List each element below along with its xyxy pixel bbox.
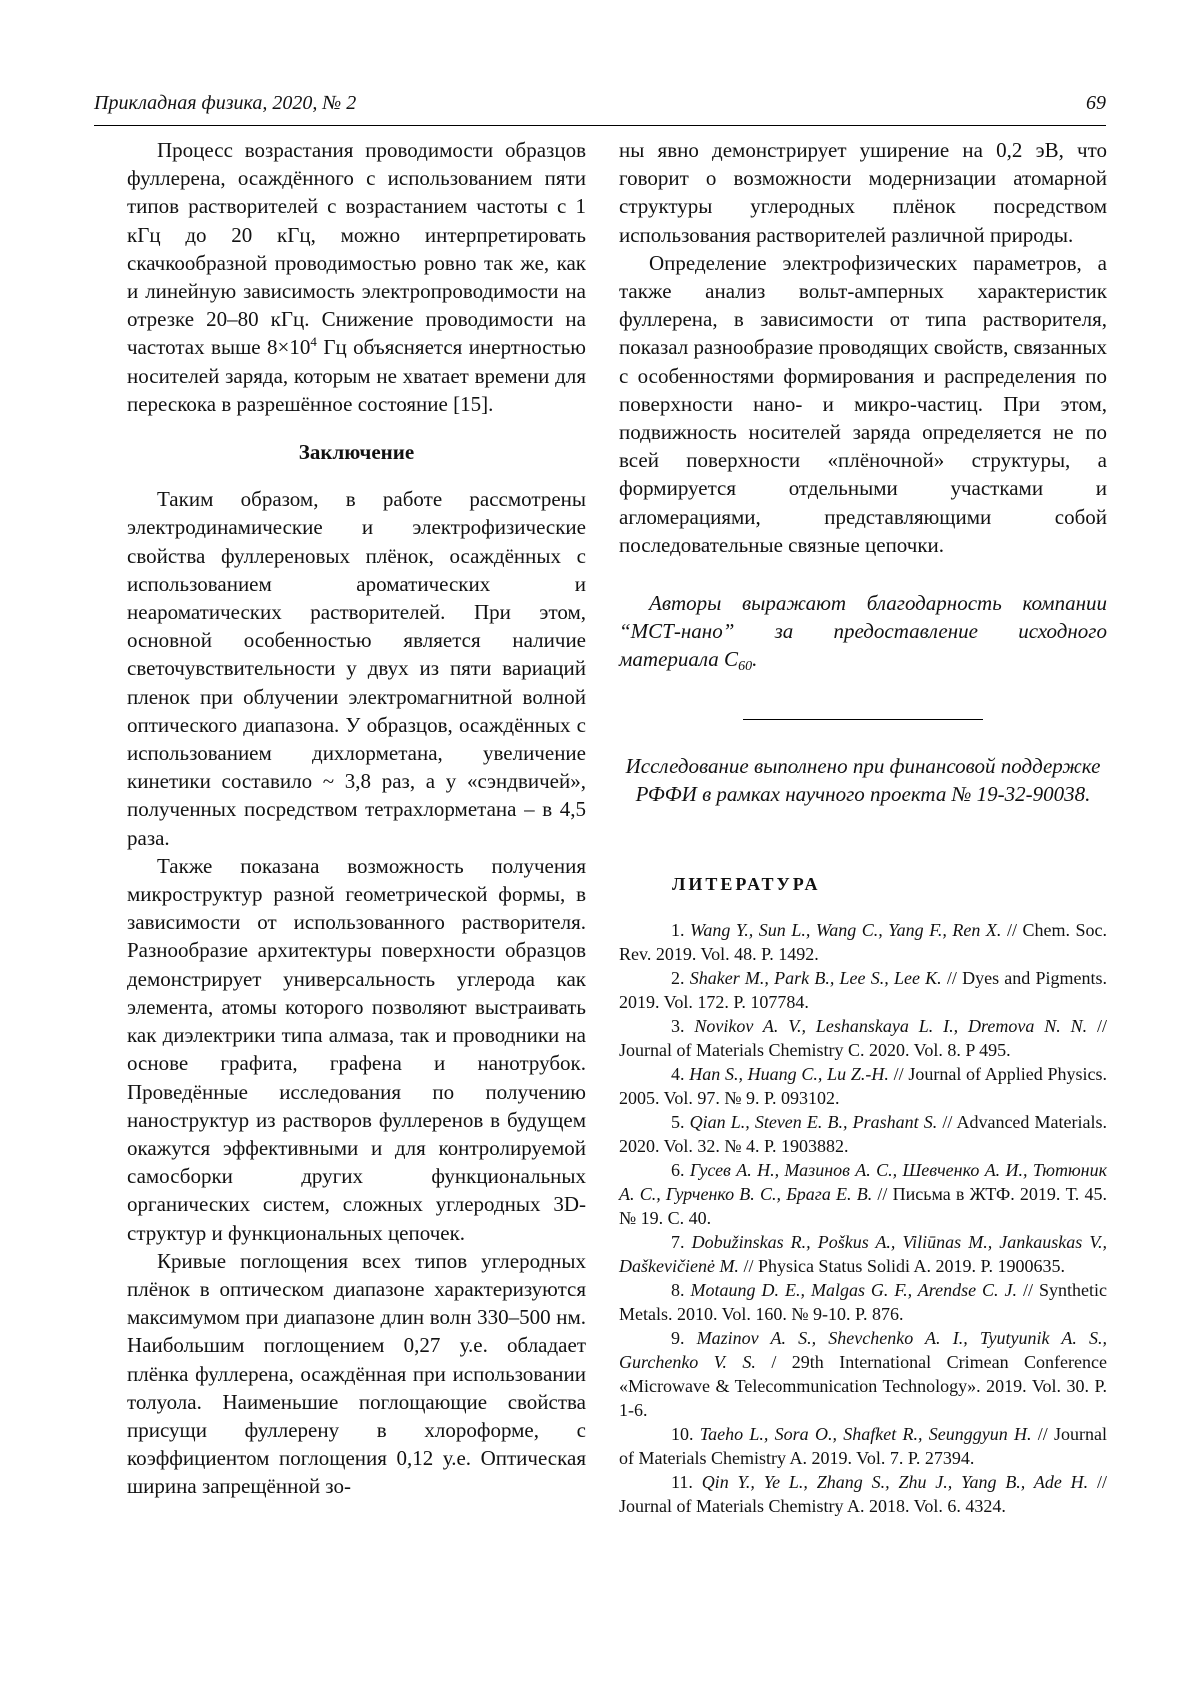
left-column [127,136,586,1501]
reference-source: // Synthetic Metals. 2010. Vol. 160. № 9-10. P. 876. [619,1280,1108,1325]
reference-source: // Journal of Materials Chemistry A. 2018. Vol. 6. 4324. [619,1472,1107,1517]
exponent: 4 [310,334,317,350]
reference-source: // Advanced Materials. 2020. Vol. 32. № 4. P. 1903882. [619,1112,1108,1157]
reference-authors: Qian L., Steven E. B., Prashant S. [689,1112,938,1133]
reference-number: 6. [671,1160,685,1181]
header-rule [94,125,1106,126]
reference-item [619,1110,1107,1158]
reference-authors: Wang Y., Sun L., Wang C., Yang F., Ren X. [690,920,1002,941]
paragraph-text: Процесс возрастания проводимости образцов фуллерена, осаждённого с использованием пяти типов растворителей с возрастанием частоты с 1 кГц до 20 кГц, можно интерпретировать скачкообразной проводимостью ровно так же, как и линейную зависимость электропроводимости на отрезке 20–80 кГц. Снижение проводимости на частотах выше 8×10 [127,138,586,360]
paragraph-conclusion-4: Определение электрофизических параметров, а также анализ вольт-амперных характеристик фуллерена, в зависимости от типа растворителя, показал разнообразие проводящих свойств, связанных с особенностями формирования и распределения по поверхности нано- и микро-частиц. При этом, подвижность носителей заряда определяется не по всей поверхности «плёночной» структуры, а формируется отдельными участками и агломерациями, представляющими собой последовательные связные цепочки. [619,250,1107,557]
reference-authors: Гусев А. Н., Мазинов А. С., Шевченко А. И., Тютюник А. С., Гурченко В. С., Брага Е. В. [619,1160,1107,1205]
reference-item [619,1422,1107,1470]
reference-number: 8. [671,1280,685,1301]
reference-item [619,1230,1107,1278]
acknowledgement-text: Авторы выражают благодарность компании “МСТ-нано” за предоставление исходного материала С [619,591,1107,672]
running-header [94,92,1106,118]
reference-number: 9. [671,1328,685,1349]
page-number: 69 [1086,92,1106,114]
reference-authors: Novikov A. V., Leshanskaya L. I., Dremova N. N. [694,1016,1088,1037]
subscript: 60 [738,659,753,675]
reference-source: // Journal of Materials Chemistry A. 2019. Vol. 7. P. 27394. [619,1424,1107,1469]
reference-item [619,1278,1107,1326]
reference-number: 7. [671,1232,685,1253]
journal-title: Прикладная физика, 2020, № 2 [94,92,357,114]
reference-number: 1. [671,920,685,941]
reference-source: // Journal of Materials Chemistry C. 2020. Vol. 8. P 495. [619,1016,1107,1061]
paragraph-conclusion-2: Также показана возможность получения микроструктур разной геометрической формы, в зависимости от использованного растворителя. Разнообразие архитектуры поверхности образцов демонстрирует универсальность углерода как элемента, атомы которого позволяют выстраивать как диэлектрики типа алмаза, так и проводники на основе графита, графена и нанотрубок. Проведённые исследования по получению наноструктур из растворов фуллеренов в будущем окажутся эффективными и для контролируемой самосборки других функциональных органических систем, сложных углеродных 3D-структур и функциональных цепочек. [127,853,586,1245]
paragraph-conclusion-3: Кривые поглощения всех типов углеродных плёнок в оптическом диапазоне характеризуются максимумом при диапазоне длин волн 330–500 нм. Наибольшим поглощением 0,27 у.е. обладает плёнка фуллерена, осаждённая при использовании толуола. Наименьшие поглощающие свойства присущи фуллерену в хлороформе, с коэффициентом поглощения 0,12 у.е. Оптическая ширина запрещённой зо- [127,1248,586,1499]
reference-authors: Shaker M., Park B., Lee S., Lee K. [689,968,942,989]
right-column [619,136,1107,1518]
reference-authors: Qin Y., Ye L., Zhang S., Zhu J., Yang B., Ade H. [701,1472,1089,1493]
reference-number: 2. [671,968,685,989]
references-heading: ЛИТЕРАТУРА [672,874,821,895]
separator-line [743,719,983,720]
reference-number: 11. [671,1472,693,1493]
paragraph-conclusion-1: Таким образом, в работе рассмотрены электродинамические и электрофизические свойства фуллереновых плёнок, осаждённых с использованием ароматических и неароматических растворителей. При этом, основной особенностью является наличие светочувствительности у двух из пяти вариаций пленок при облучении электромагнитной волной оптического диапазона. У образцов, осаждённых с использованием дихлорметана, увеличение кинетики составило ~ 3,8 раз, а у «сэндвичей», полученных посредством тетрахлорметана – в 4,5 раза. [127,487,586,850]
reference-number: 3. [671,1016,685,1037]
reference-number: 5. [671,1112,685,1133]
reference-source: // Dyes and Pigments. 2019. Vol. 172. P. 107784. [619,968,1107,1013]
reference-authors: Dobužinskas R., Poškus A., Viliūnas M., Jankauskas V., Daškevičienė M. [619,1232,1108,1277]
reference-item [619,918,1107,966]
acknowledgement-end: . [752,647,758,672]
reference-number: 10. [671,1424,694,1445]
section-heading-conclusion: Заключение [298,440,415,465]
reference-source: // Journal of Applied Physics. 2005. Vol. 97. № 9. P. 093102. [619,1064,1108,1109]
reference-authors: Motaung D. E., Malgas G. F., Arendse C. J. [690,1280,1018,1301]
reference-source: / 29th International Crimean Conference «Microwave & Telecommunication Technology». 2019. Vol. 30. P. 1-6. [619,1352,1107,1421]
reference-item [619,966,1107,1014]
reference-number: 4. [671,1064,685,1085]
reference-source: // Physica Status Solidi A. 2019. P. 1900635. [738,1256,1065,1277]
reference-authors: Han S., Huang C., Lu Z.-H. [689,1064,889,1085]
reference-item [619,1470,1107,1518]
reference-item [619,1158,1107,1230]
reference-item [619,1326,1107,1422]
reference-item [619,1062,1107,1110]
reference-authors: Mazinov A. S., Shevchenko A. I., Tyutyunik A. S., Gurchenko V. S. [619,1328,1107,1373]
paragraph-conductivity [127,136,586,418]
reference-item [619,1014,1107,1062]
reference-source: // Chem. Soc. Rev. 2019. Vol. 48. P. 1492. [619,920,1108,965]
paragraph-continuation: ны явно демонстрирует уширение на 0,2 эВ, что говорит о возможности модернизации атомарной структуры углеродных плёнок посредством использования растворителей различной природы. [619,138,1107,247]
reference-authors: Taeho L., Sora O., Shafket R., Seunggyun H. [699,1424,1032,1445]
references-list [619,918,1107,1518]
acknowledgement [619,589,1107,674]
reference-source: // Письма в ЖТФ. 2019. Т. 45. № 19. С. 40. [619,1184,1108,1229]
funding-note: Исследование выполнено при финансовой поддержке РФФИ в рамках научного проекта № 19-32-90038. [625,753,1101,806]
paragraph-text: Гц объясняется инертностью носителей заряда, которым не хватает времени для перескока в разрешённое состояние [15]. [127,335,586,416]
